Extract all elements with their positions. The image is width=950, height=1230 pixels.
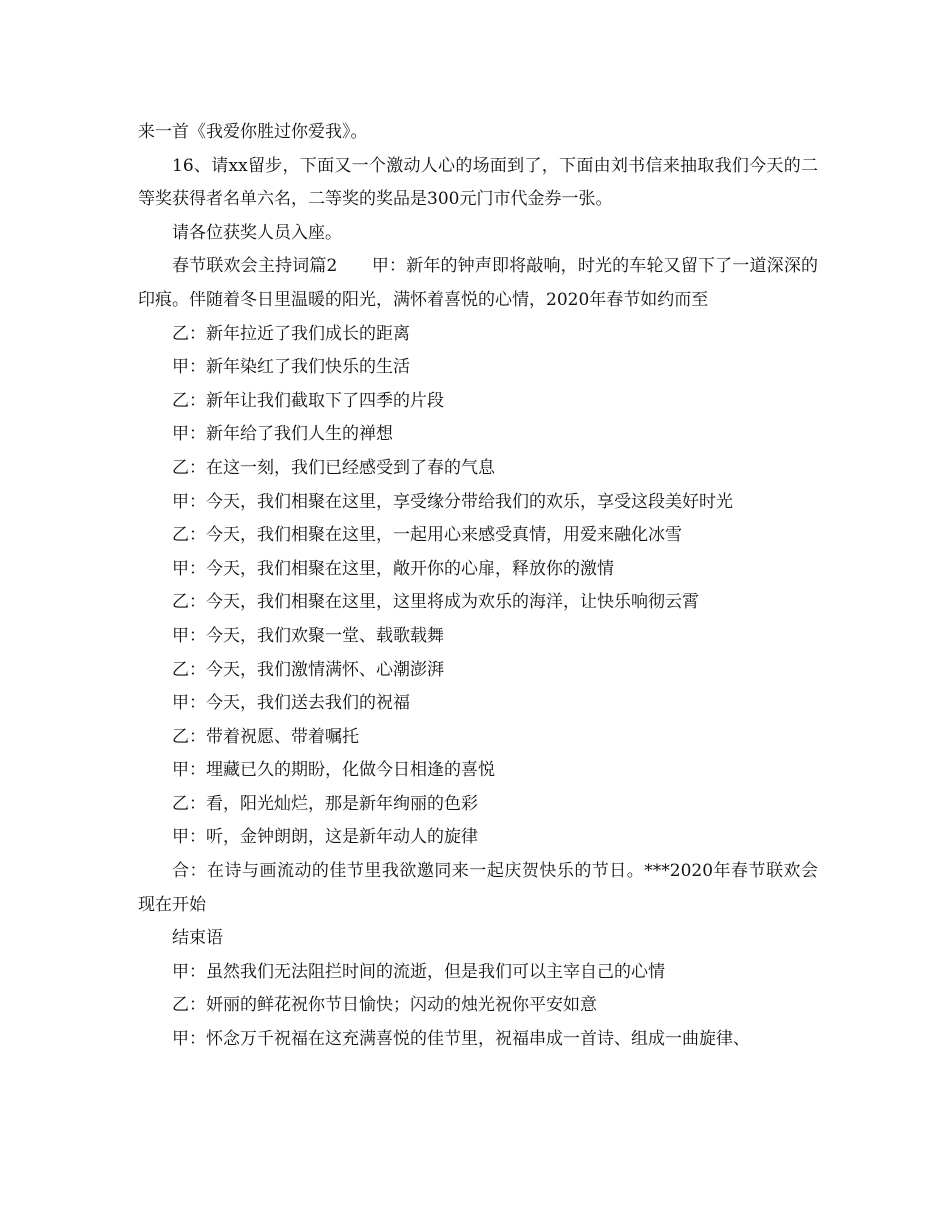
paragraph: 乙：妍丽的鲜花祝你节日愉快；闪动的烛光祝你平安如意 bbox=[172, 995, 597, 1016]
paragraph: 乙：带着祝愿、带着嘱托 bbox=[172, 726, 359, 747]
paragraph: 甲：怀念万千祝福在这充满喜悦的佳节里，祝福串成一首诗、组成一曲旋律、 bbox=[172, 1029, 750, 1050]
paragraph: 甲：听，金钟朗朗，这是新年动人的旋律 bbox=[172, 827, 478, 848]
paragraph: 乙：今天，我们相聚在这里，一起用心来感受真情，用爱来融化冰雪 bbox=[172, 525, 682, 546]
paragraph: 结束语 bbox=[172, 928, 223, 949]
paragraph: 来一首《我爱你胜过你爱我》。 bbox=[138, 122, 368, 142]
paragraph: 请各位获奖人员入座。 bbox=[172, 222, 342, 243]
paragraph: 甲：今天，我们欢聚一堂、载歌载舞 bbox=[172, 625, 444, 646]
paragraph: 甲：埋藏已久的期盼，化做今日相逢的喜悦 bbox=[172, 760, 495, 781]
paragraph: 甲：今天，我们送去我们的祝福 bbox=[172, 693, 410, 714]
paragraph: 春节联欢会主持词篇2 甲：新年的钟声即将敲响，时光的车轮又留下了一道深深的印痕。伴随着冬日里温暖的阳光，满怀着喜悦的心情，2020年春节如约而至 bbox=[138, 256, 818, 310]
paragraph: 乙：在这一刻，我们已经感受到了春的气息 bbox=[172, 457, 495, 478]
paragraph: 乙：今天，我们激情满怀、心潮澎湃 bbox=[172, 659, 444, 680]
document-body bbox=[138, 116, 818, 1057]
paragraph: 乙：新年让我们截取下了四季的片段 bbox=[172, 390, 444, 411]
paragraph: 乙：新年拉近了我们成长的距离 bbox=[172, 323, 410, 344]
paragraph: 甲：今天，我们相聚在这里，敞开你的心扉，释放你的激情 bbox=[172, 558, 614, 579]
paragraph: 甲：今天，我们相聚在这里，享受缘分带给我们的欢乐，享受这段美好时光 bbox=[172, 491, 733, 512]
paragraph: 乙：看，阳光灿烂，那是新年绚丽的色彩 bbox=[172, 793, 478, 814]
paragraph: 乙：今天，我们相聚在这里，这里将成为欢乐的海洋，让快乐响彻云霄 bbox=[172, 592, 699, 613]
paragraph: 16、请xx留步，下面又一个激动人心的场面到了，下面由刘书信来抽取我们今天的二等奖获得者名单六名，二等奖的奖品是300元门市代金券一张。 bbox=[138, 155, 818, 210]
paragraph: 甲：新年染红了我们快乐的生活 bbox=[172, 357, 410, 378]
paragraph: 合：在诗与画流动的佳节里我欲邀同来一起庆贺快乐的节日。***2020年春节联欢会现在开始 bbox=[138, 861, 818, 915]
paragraph: 甲：虽然我们无法阻拦时间的流逝，但是我们可以主宰自己的心情 bbox=[172, 961, 665, 982]
paragraph: 甲：新年给了我们人生的禅想 bbox=[172, 424, 393, 445]
